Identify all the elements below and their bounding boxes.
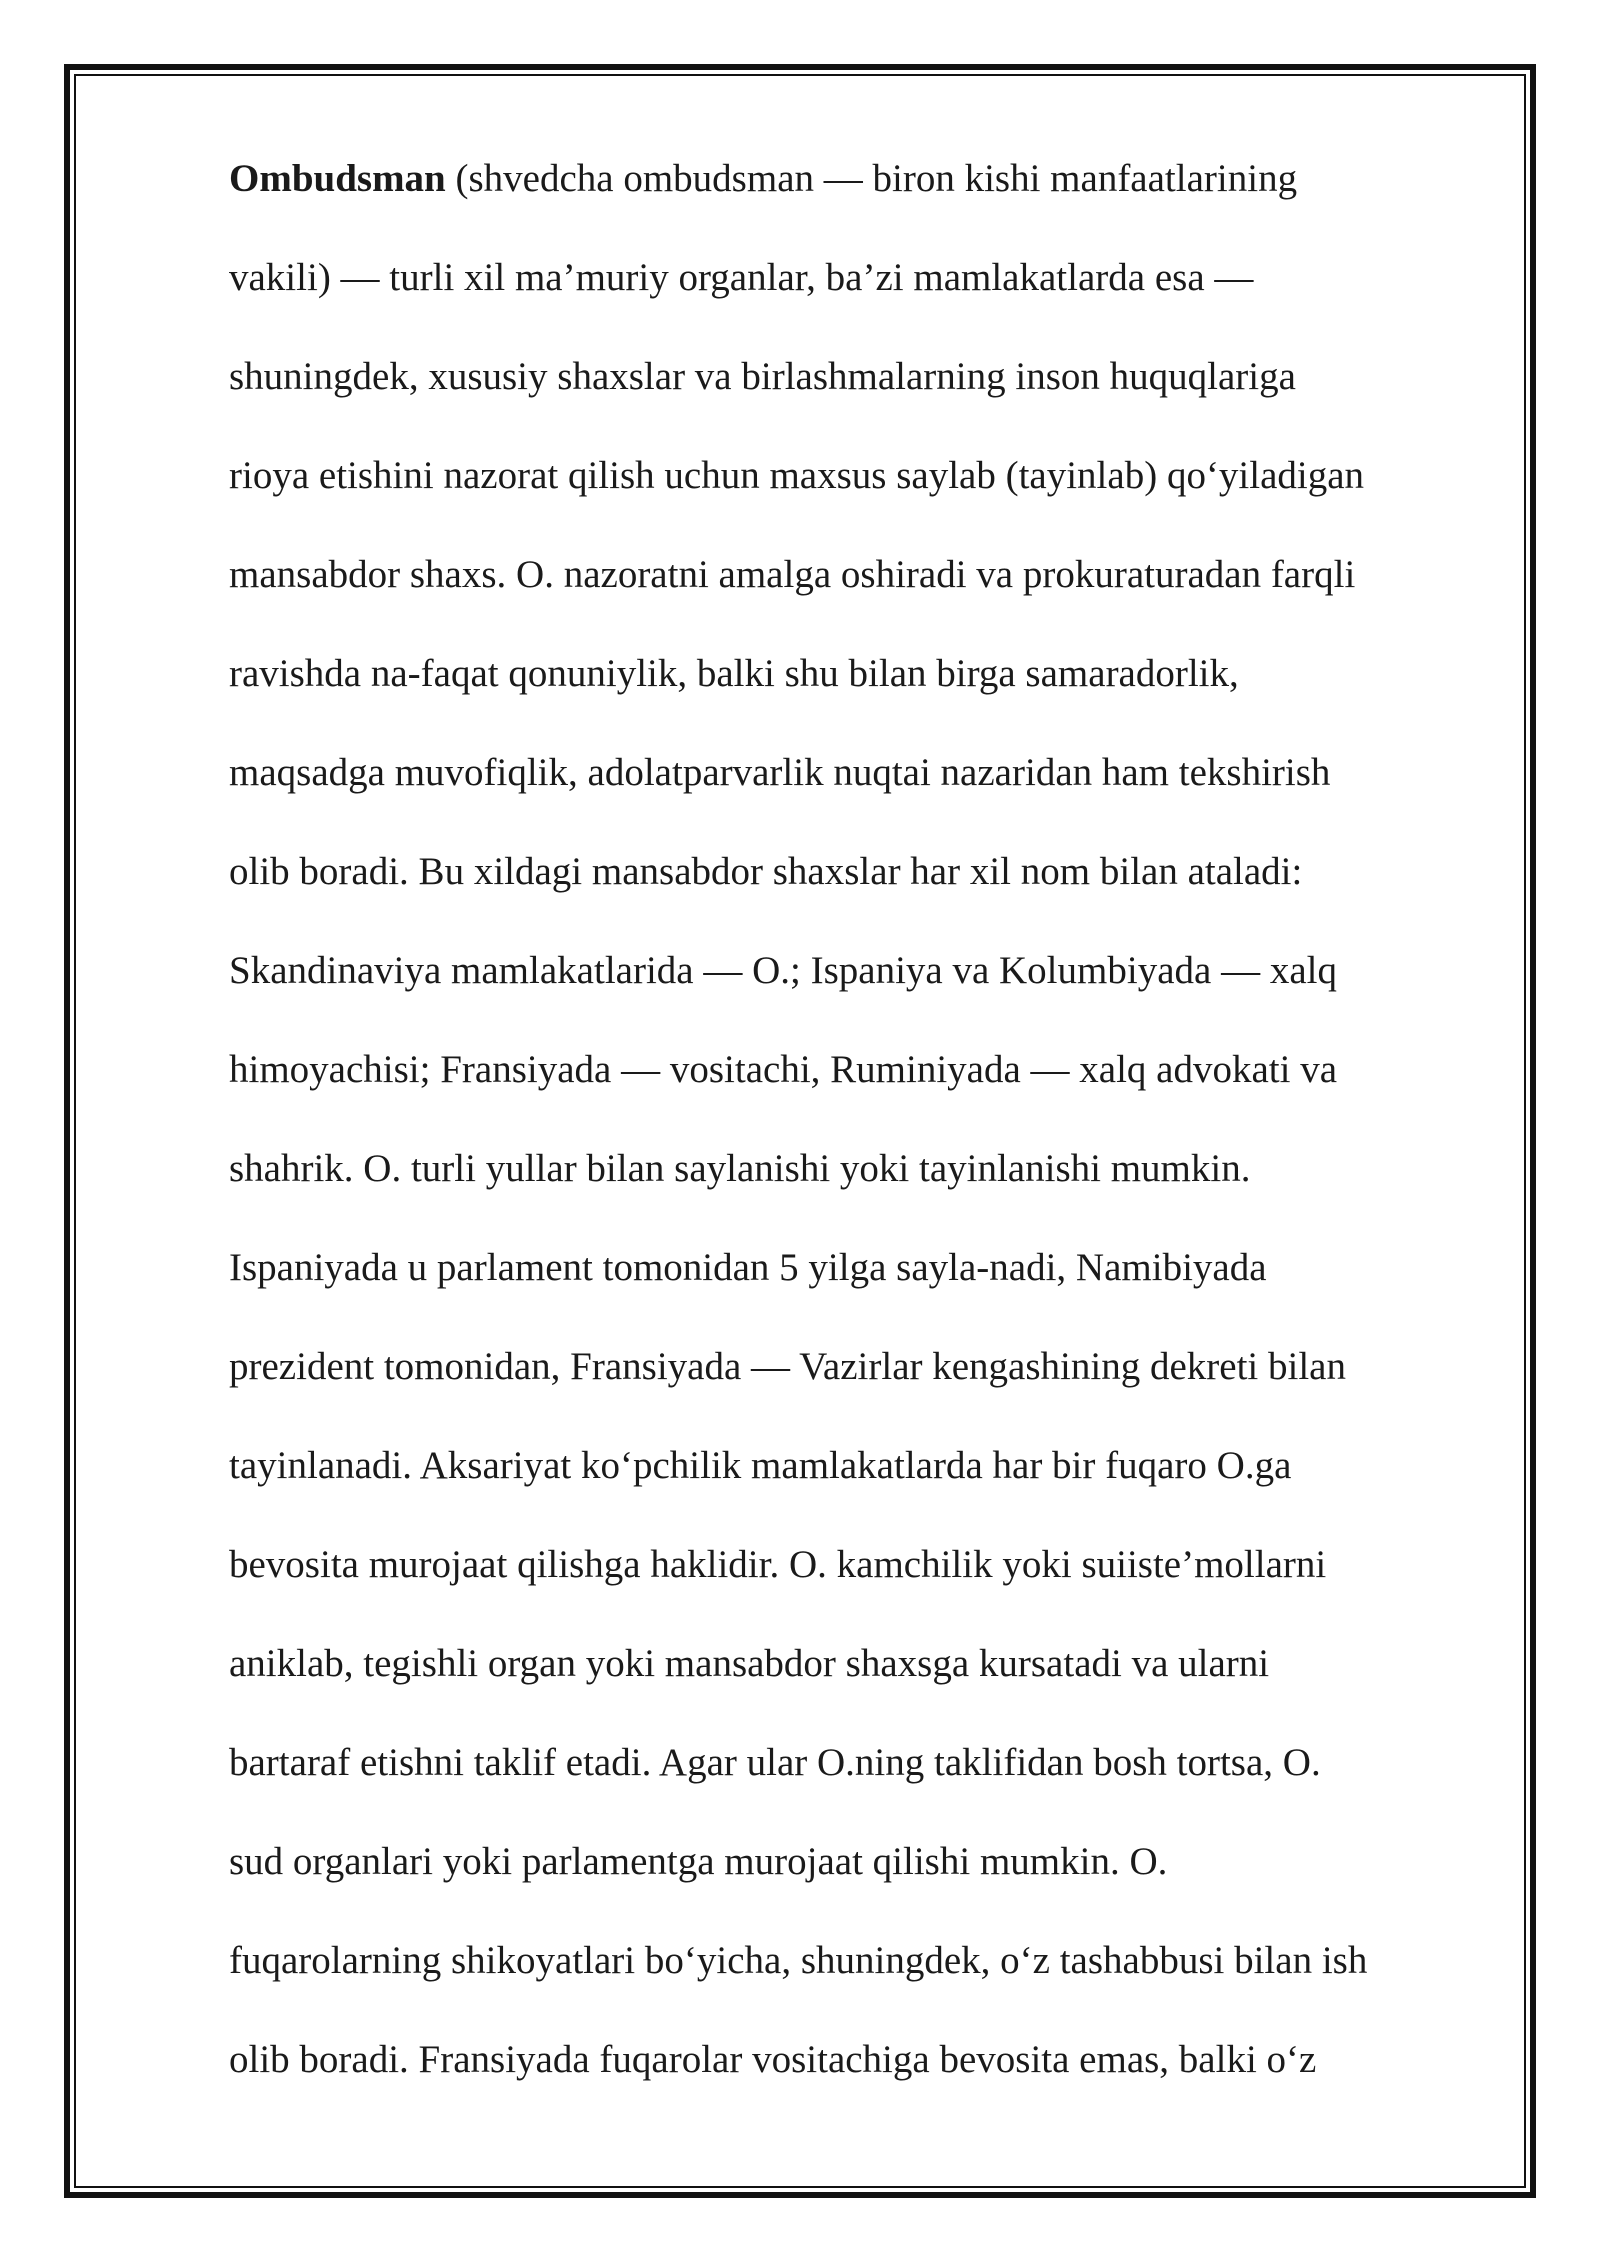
text-line-19: fuqarolarning shikoyatlari bo‘yicha, shuningdek, o‘z tashabbusi bilan ish (229, 1939, 1368, 1982)
text-line-1 (229, 148, 1529, 247)
text-line-9: Skandinaviya mamlakatlarida — O.; Ispaniya va Kolumbiyada — xalq (229, 949, 1337, 992)
text-line-12: Ispaniyada u parlament tomonidan 5 yilga sayla-nadi, Namibiyada (229, 1246, 1267, 1289)
term-heading: Ombudsman (229, 157, 446, 200)
text-line-17: bartaraf etishni taklif etadi. Agar ular O.ning taklifidan bosh tortsa, O. (229, 1741, 1321, 1784)
text-line-2: vakili) — turli xil ma’muriy organlar, ba’zi mamlakatlarda esa — (229, 256, 1254, 299)
text-line-5: mansabdor shaxs. O. nazoratni amalga oshiradi va prokuraturadan farqli (229, 553, 1356, 596)
text-line-13: prezident tomonidan, Fransiyada — Vazirlar kengashining dekreti bilan (229, 1345, 1346, 1388)
text-line-20: olib boradi. Fransiyada fuqarolar vositachiga bevosita emas, balki o‘z (229, 2038, 1317, 2081)
text-line-8: olib boradi. Bu xildagi mansabdor shaxslar har xil nom bilan ataladi: (229, 850, 1303, 893)
text-line-11: shahrik. O. turli yullar bilan saylanishi yoki tayinlanishi mumkin. (229, 1147, 1251, 1190)
text-line-1-rest: (shvedcha ombudsman — biron kishi manfaatlarining (445, 157, 1298, 200)
text-line-4: rioya etishini nazorat qilish uchun maxsus saylab (tayinlab) qo‘yiladigan (229, 454, 1365, 497)
text-line-10: himoyachisi; Fransiyada — vositachi, Ruminiyada — xalq advokati va (229, 1048, 1338, 1091)
document-body (229, 148, 1529, 2128)
text-line-16: aniklab, tegishli organ yoki mansabdor shaxsga kursatadi va ularni (229, 1642, 1270, 1685)
text-line-14: tayinlanadi. Aksariyat ko‘pchilik mamlakatlarda har bir fuqaro O.ga (229, 1444, 1292, 1487)
text-line-18: sud organlari yoki parlamentga murojaat qilishi mumkin. O. (229, 1840, 1168, 1883)
text-line-3: shuningdek, xususiy shaxslar va birlashmalarning inson huquqlariga (229, 355, 1296, 398)
text-line-6: ravishda na-faqat qonuniylik, balki shu bilan birga samaradorlik, (229, 652, 1239, 695)
text-line-7: maqsadga muvofiqlik, adolatparvarlik nuqtai nazaridan ham tekshirish (229, 751, 1331, 794)
text-line-15: bevosita murojaat qilishga haklidir. O. kamchilik yoki suiiste’mollarni (229, 1543, 1327, 1586)
